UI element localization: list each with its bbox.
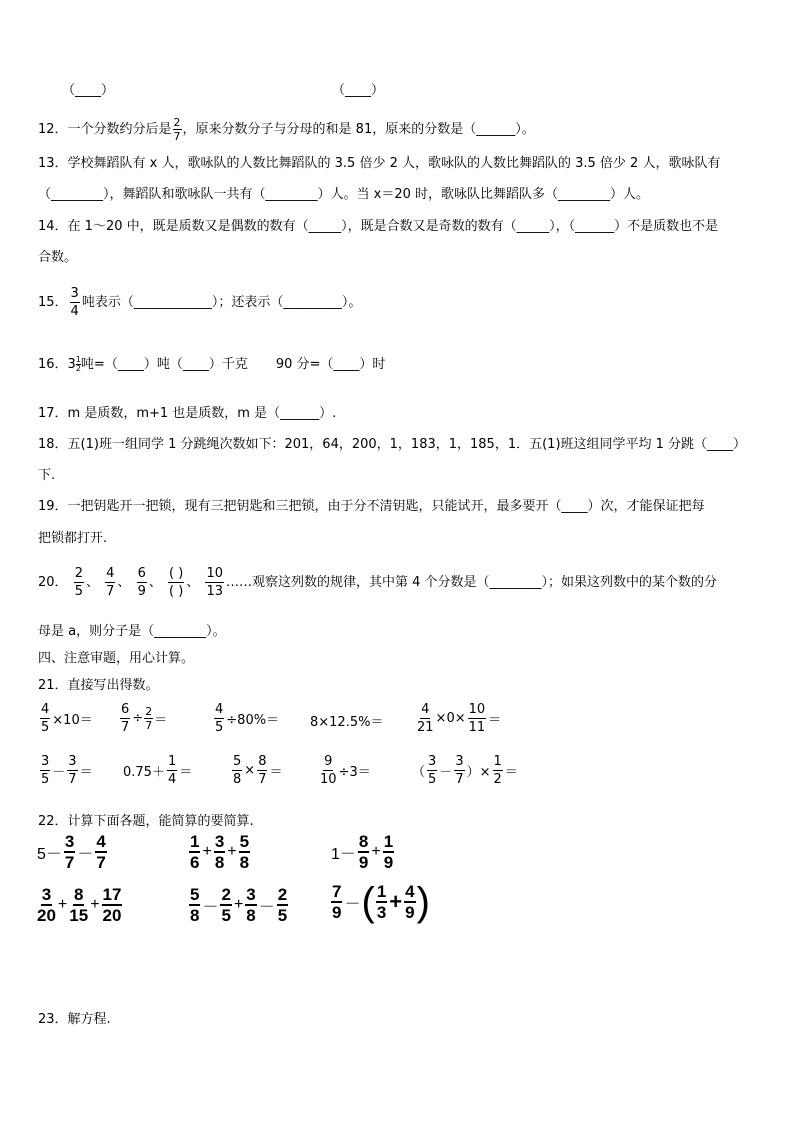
question-18-line1: 18．五(1)班一组同学 1 分跳绳次数如下：201，64，200，1，183，1，185，1．五(1)班这组同学平均 1 分跳（____） bbox=[38, 437, 747, 452]
question-23: 23．解方程. bbox=[38, 1012, 111, 1027]
calc-21-2b: 0.75＋ $\frac{1}{4}$ ＝ bbox=[123, 754, 193, 787]
fraction: $\frac{2}{5}$ bbox=[74, 566, 83, 599]
calc-21-1d: 8×12.5%＝ bbox=[310, 715, 384, 730]
fraction: $\frac{2}{7}$ bbox=[173, 116, 181, 143]
fraction-blank: $\frac{( )}{( )}$ bbox=[169, 566, 184, 599]
question-18-line2: 下. bbox=[38, 468, 56, 483]
question-13-line1: 13．学校舞蹈队有 x 人，歌咏队的人数比舞蹈队的 3.5 倍少 2 人，歌咏队的人数比舞蹈队的 3.5 倍少 2 人，歌咏队有 bbox=[38, 156, 721, 171]
calc-21-2e: （ $\frac{3}{5}$ － $\frac{3}{7}$ ）× $\frac{1}{2}$ ＝ bbox=[412, 754, 518, 787]
calc-22-6: $\frac{7}{9}$ －( $\frac{1}{3}$ + $\frac{4}{9}$ ) bbox=[332, 880, 430, 924]
question-15: 15． $\frac{3}{4}$ 吨表示（____________）；还表示（_________）。 bbox=[38, 286, 362, 319]
question-19-line1: 19．一把钥匙开一把锁，现有三把钥匙和三把锁，由于分不清钥匙，只能试开，最多要开（____）次，才能保证把每 bbox=[38, 499, 705, 514]
fraction: $\frac{3}{4}$ bbox=[70, 286, 79, 319]
calc-21-1c: $\frac{4}{5}$ ÷80%＝ bbox=[215, 702, 280, 735]
calc-21-1a: $\frac{4}{5}$ ×10＝ bbox=[41, 702, 93, 735]
calc-22-5: $\frac{5}{8}$ － $\frac{2}{5}$ + $\frac{3}{8}$ － $\frac{2}{5}$ bbox=[190, 885, 288, 925]
blank-right: （____） bbox=[332, 83, 385, 98]
calc-22-3: 1－ $\frac{8}{9}$ + $\frac{1}{9}$ bbox=[331, 832, 394, 872]
calc-21-1b: $\frac{6}{7}$ ÷ $\frac{2}{7}$ ＝ bbox=[121, 702, 168, 735]
section-heading: 四、注意审题，用心计算。 bbox=[38, 651, 195, 666]
calc-21-2a: $\frac{3}{5}$ － $\frac{3}{7}$ ＝ bbox=[41, 754, 93, 787]
calc-22-4: $\frac{3}{20}$ + $\frac{8}{15}$ + $\frac{17}{20}$ bbox=[37, 885, 122, 925]
calc-21-2d: $\frac{9}{10}$ ÷3＝ bbox=[320, 754, 371, 787]
question-14-line2: 合数。 bbox=[38, 250, 78, 265]
calc-22-2: $\frac{1}{6}$ + $\frac{3}{8}$ + $\frac{5}{8}$ bbox=[190, 832, 250, 872]
question-14-line1: 14．在 1～20 中，既是质数又是偶数的数有（_____），既是合数又是奇数的数有（_____），（______）不是质数也不是 bbox=[38, 219, 719, 234]
calc-21-2c: $\frac{5}{8}$ × $\frac{8}{7}$ ＝ bbox=[233, 754, 283, 787]
question-16: 16．3 $\frac{1}{2}$ 吨=（____）吨（____）千克 90 分=（____）时 bbox=[38, 355, 386, 373]
fraction: $\frac{10}{13}$ bbox=[206, 566, 223, 599]
question-21-title: 21．直接写出得数。 bbox=[38, 678, 159, 693]
question-19-line2: 把锁都打开. bbox=[38, 531, 108, 546]
question-12: 12．一个分数约分后是 $\frac{2}{7}$ ，原来分数分子与分母的和是 81，原来的分数是（______）。 bbox=[38, 116, 535, 143]
question-20-line2: 母是 a，则分子是（________）。 bbox=[38, 624, 226, 639]
fraction: $\frac{1}{2}$ bbox=[75, 355, 81, 373]
question-20: 20． $\frac{2}{5}$ 、 $\frac{4}{7}$ 、 $\frac{6}{9}$ 、 $\frac{( )}{( )}$ 、 $\frac{10}{13}$ ……观察这列数的规律，其中第 4 个分数是（________）；如果这列数中的某个数的分 bbox=[38, 566, 718, 599]
blank-left: （____） bbox=[62, 83, 115, 98]
calc-22-1: 5－ $\frac{3}{7}$ － $\frac{4}{7}$ bbox=[37, 832, 106, 872]
fraction: $\frac{6}{9}$ bbox=[137, 566, 146, 599]
fraction: $\frac{4}{7}$ bbox=[106, 566, 115, 599]
calc-21-1e: $\frac{4}{21}$ ×0× $\frac{10}{11}$ ＝ bbox=[417, 702, 502, 735]
question-22-title: 22．计算下面各题，能简算的要简算. bbox=[38, 814, 254, 829]
question-17: 17．m 是质数，m+1 也是质数，m 是（______）. bbox=[38, 406, 337, 421]
question-13-line2: （________），舞蹈队和歌咏队一共有（________）人。当 x＝20 时，歌咏队比舞蹈队多（________）人。 bbox=[38, 187, 650, 202]
